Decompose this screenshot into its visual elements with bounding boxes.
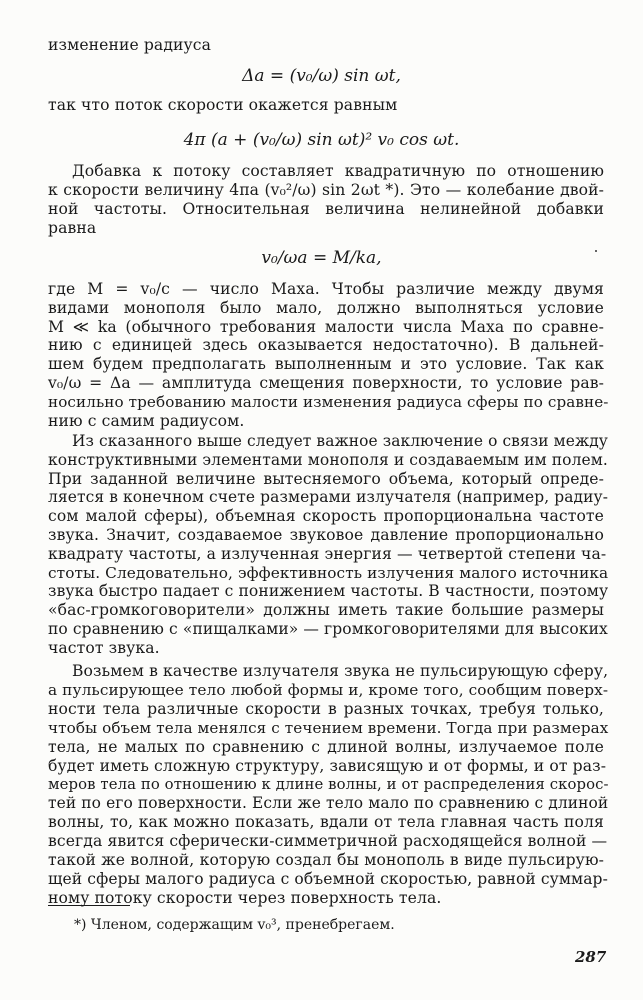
para4-line: будет иметь сложную структуру, зависящую и от формы, и от раз- <box>48 756 607 775</box>
para1-line: Добавка к потоку составляет квадратичную по отношению <box>72 162 604 180</box>
para3-line: ляется в конечном счете размерами излучателя (например, радиу- <box>48 488 609 507</box>
para4-line: меров тела по отношению к длине волны, и от распределения скорос- <box>48 776 609 794</box>
footnote: *) Членом, содержащим v₀³, пренебрегаем. <box>74 917 395 933</box>
para3-line: звука быстро падает с понижением частоты. В частности, поэтому <box>48 582 609 601</box>
para3-line: «бас-громкоговорители» должны иметь такие большие размеры <box>48 601 604 620</box>
mid-line: так что поток скорости окажется равным <box>48 96 398 114</box>
para2-line: нию с единицей здесь оказывается недостаточно). В дальней- <box>48 336 604 355</box>
para4-line: а пульсирующее тело любой формы и, кроме того, сообщим поверх- <box>48 680 609 699</box>
para2-line: шем будем предполагать выполненным и это условие. Так как <box>48 355 604 374</box>
para4-line: Возьмем в качестве излучателя звука не пульсирующую сферу, <box>72 662 609 680</box>
formula-delta-a: Δa = (v₀/ω) sin ωt, <box>242 66 401 86</box>
para4-line: тела, не малых по сравнению с длиной волны, излучаемое поле <box>48 737 604 756</box>
para1-line: к скорости величину 4πa (v₀²/ω) sin 2ωt *). Это — колебание двой- <box>48 181 604 199</box>
para2-line: носильно требованию малости изменения радиуса сферы по сравне- <box>48 392 609 411</box>
para3-line: по сравнению с «пищалками» — громкоговорителями для высоких <box>48 620 608 638</box>
para4-line: ности тела различные скорости в разных точках, требуя только, <box>48 699 604 718</box>
formula-ratio: v₀/ωa = M/ka, <box>261 248 382 268</box>
page-number: 287 <box>575 948 607 966</box>
para4-line: волны, то, как можно показать, вдали от тела главная часть поля <box>48 813 604 832</box>
para4-line: чтобы объем тела менялся с течением времени. Тогда при размерах <box>48 718 609 737</box>
intro-line: изменение радиуса <box>48 36 212 54</box>
footnote-rule <box>48 905 130 906</box>
para2-line: M ≪ ka (обычного требования малости числа Маха по сравне- <box>48 317 604 336</box>
para1-line: равна <box>48 219 97 237</box>
para4-line: тей по его поверхности. Если же тело мало по сравнению с длиной <box>48 794 609 813</box>
para4-line: такой же волной, которую создал бы монополь в виде пульсирую- <box>48 851 604 869</box>
para2-line: где M = v₀/c — число Маха. Чтобы различие между двумя <box>48 280 604 298</box>
para3-line: конструктивными элементами монополя и создаваемым им полем. <box>48 450 608 469</box>
para4-line: всегда явится сферически-симметричной расходящейся волной — <box>48 832 608 851</box>
para2-line: нию с самим радиусом. <box>48 411 245 430</box>
para3-line: сом малой сферы), объемная скорость пропорциональна частоте <box>48 507 604 526</box>
para3-line: частот звука. <box>48 638 160 657</box>
para2-line: видами монополя было мало, должно выполняться условие <box>48 298 604 317</box>
para3-line: звука. Значит, создаваемое звуковое давление пропорционально <box>48 526 604 544</box>
stray-dot <box>595 250 597 252</box>
para3-line: Из сказанного выше следует важное заключение о связи между <box>72 432 608 450</box>
para1-line: ной частоты. Относительная величина нелинейной добавки <box>48 200 604 218</box>
para2-line: v₀/ω = Δa — амплитуда смещения поверхности, то условие рав- <box>48 374 604 392</box>
para3-line: квадрату частоты, а излученная энергия — четвертой степени ча- <box>48 544 607 563</box>
para4-line: ному потоку скорости через поверхность тела. <box>48 888 442 907</box>
formula-flux: 4π (a + (v₀/ω) sin ωt)² v₀ cos ωt. <box>183 130 460 150</box>
para3-line: стоты. Следовательно, эффективность излучения малого источника <box>48 563 609 582</box>
para4-line: щей сферы малого радиуса с объемной скоростью, равной суммар- <box>48 869 608 888</box>
para3-line: При заданной величине вытесняемого объема, который опреде- <box>48 469 604 488</box>
